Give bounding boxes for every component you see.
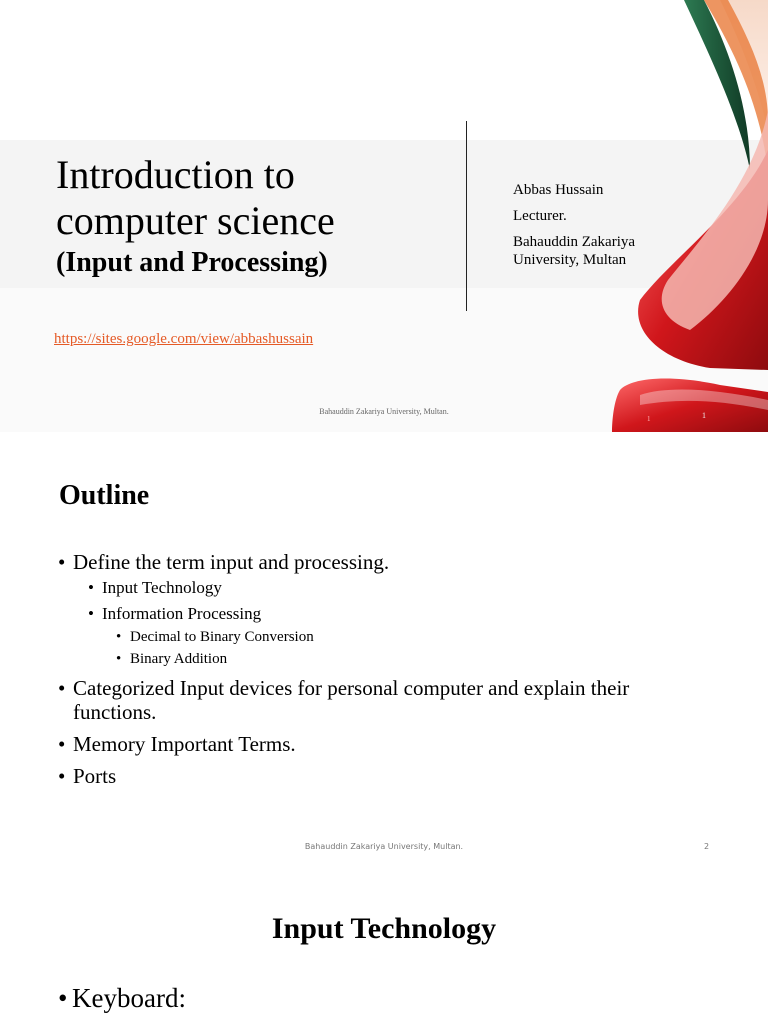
slide-subtitle: (Input and Processing) [56,247,328,278]
list-item-text: Keyboard: [72,983,186,1013]
affiliation-line-2: University, Multan [513,252,627,268]
bullet-icon: • [88,578,94,597]
slide-footer: Bahauddin Zakariya University, Multan. [304,842,464,851]
bullet-icon: • [58,676,66,700]
title-slide [0,0,768,432]
slide-title: Input Technology [271,912,497,945]
bullet-icon: • [58,764,66,788]
page-number: 2 [704,842,710,851]
title-line-2: computer science [56,198,335,243]
list-item [58,764,116,788]
list-item-text: Ports [73,764,117,788]
bullet-icon: • [58,983,68,1013]
list-item [116,650,227,668]
list-item [88,578,222,598]
outline-slide [0,432,768,864]
bullet-icon: • [116,651,122,667]
list-item [58,732,296,756]
bullet-icon: • [116,629,122,645]
bullet-icon: • [58,550,66,574]
page-number: 1 [702,411,706,420]
author-block [513,181,713,269]
list-item-continuation: functions. [73,700,157,724]
list-item-text: Categorized Input devices for personal computer and explain their [73,676,630,700]
website-link[interactable]: https://sites.google.com/view/abbashussain [54,331,314,347]
list-item-text: Binary Addition [130,651,228,667]
input-technology-slide [0,864,768,1024]
vertical-divider [466,121,467,311]
list-item-text: Memory Important Terms. [73,732,296,756]
slide-title [56,152,335,244]
author-name: Abbas Hussain [513,182,604,198]
page-number-small: 1 [647,415,651,423]
bullet-icon: • [58,732,66,756]
list-item [58,676,629,700]
list-item-text: Decimal to Binary Conversion [130,629,314,645]
bullet-icon: • [88,604,94,623]
affiliation-line-1: Bahauddin Zakariya [513,234,636,250]
list-item-text: Information Processing [102,604,262,623]
author-role: Lecturer. [513,208,567,224]
list-item-text: Input Technology [102,578,222,597]
list-item [88,604,261,624]
list-item [58,982,186,1014]
outline-title: Outline [59,480,150,511]
list-item-text: Define the term input and processing. [73,550,390,574]
list-item [58,550,389,574]
title-line-1: Introduction to [56,152,295,197]
slide-footer: Bahauddin Zakariya University, Multan. [319,407,449,416]
list-item [116,628,314,646]
